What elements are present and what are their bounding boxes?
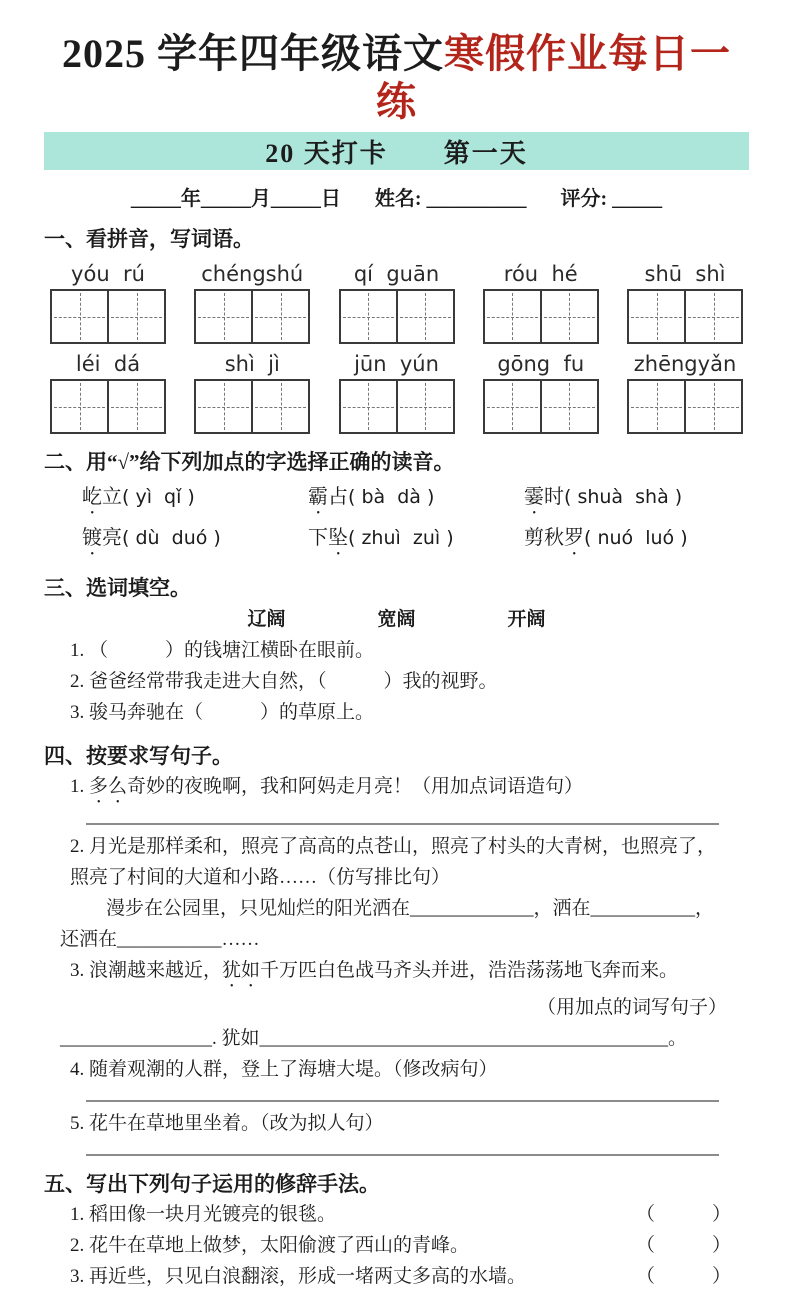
- dotted-char: 罗: [564, 527, 584, 549]
- reading-options: ( shuà shà ): [564, 486, 683, 508]
- pinyin-group: [483, 262, 599, 344]
- tianzige-box: [194, 289, 310, 344]
- pinyin-label: shū shì: [644, 262, 726, 286]
- pronunciation-item: [524, 481, 749, 519]
- sentence-question-3-blank-line: ________________. 犹如___________________________________________。: [60, 1028, 688, 1049]
- page-title: [44, 30, 749, 126]
- question-text: 3. 浪潮越来越近，: [70, 960, 223, 981]
- pinyin-label: róu hé: [503, 262, 578, 286]
- rhetoric-sentence: 2. 花牛在草地上做梦，太阳偷渡了西山的青峰。: [70, 1235, 470, 1256]
- pinyin-label: shì jì: [224, 352, 280, 376]
- tianzige-cell: [107, 291, 164, 342]
- tianzige-cell: [52, 291, 107, 342]
- question-text: 千万匹白色战马齐头并进，浩浩荡荡地飞奔而来。: [260, 960, 679, 981]
- pinyin-group: [50, 262, 166, 344]
- word-post: 亮: [102, 527, 122, 549]
- sentence-question-2-cont: 照亮了村间的大道和小路……（仿写排比句）: [70, 867, 451, 888]
- rhetoric-sentence: 1. 稻田像一块月光镀亮的银毯。: [70, 1204, 337, 1225]
- word-bank: [44, 605, 749, 635]
- pinyin-label: yóu rú: [71, 262, 145, 286]
- reading-options: ( dù duó ): [122, 527, 221, 549]
- question-text: 奇妙的夜晚啊，我和阿妈走月亮！（用加点词语造句）: [127, 776, 584, 797]
- tianzige-box: [483, 289, 599, 344]
- word-pre: 剪秋: [524, 527, 564, 549]
- tianzige-cell: [396, 381, 453, 432]
- word-bank-item: 辽阔: [247, 609, 286, 630]
- tianzige-cell: [196, 291, 251, 342]
- rhetoric-item: [44, 1199, 749, 1230]
- dotted-word: 犹如: [222, 960, 261, 981]
- answer-parentheses: （ ）: [635, 1235, 731, 1256]
- page-title-black: 2025 学年四年级语文: [62, 31, 444, 76]
- dotted-word: 多么: [89, 776, 128, 797]
- dotted-char: 镀: [82, 527, 102, 549]
- sentence-question-2-blank-line: 漫步在公园里，只见灿烂的阳光洒在_____________，洒在___________，: [106, 898, 715, 919]
- pinyin-label: chéngshú: [201, 262, 304, 286]
- section4-title: 四、按要求写句子。: [44, 744, 233, 768]
- pinyin-group: [627, 262, 743, 344]
- pinyin-group: [194, 262, 310, 344]
- tianzige-box: [339, 289, 455, 344]
- tianzige-box: [483, 379, 599, 434]
- word-post: 立: [102, 486, 122, 508]
- dotted-char: 霎: [524, 486, 544, 508]
- pinyin-label: jūn yún: [354, 352, 439, 376]
- tianzige-cell: [684, 291, 741, 342]
- pronunciation-item: [308, 481, 524, 519]
- tianzige-box: [50, 289, 166, 344]
- tianzige-box: [627, 379, 743, 434]
- word-post: 时: [544, 486, 564, 508]
- pinyin-label: léi dá: [75, 352, 141, 376]
- word-post: 占: [328, 486, 348, 508]
- section3-title: 三、选词填空。: [44, 576, 191, 600]
- dotted-char: 坠: [328, 527, 348, 549]
- day-banner: [44, 132, 749, 170]
- sentence-question-1: [44, 771, 749, 808]
- pronunciation-item: [524, 522, 749, 560]
- answer-parentheses: （ ）: [635, 1266, 731, 1287]
- answer-line: [86, 1154, 719, 1156]
- pinyin-group: [483, 352, 599, 434]
- pronunciation-item: [82, 522, 308, 560]
- day-banner-label: 20 天打卡 第一天: [265, 138, 528, 168]
- tianzige-cell: [485, 291, 540, 342]
- word-bank-item: 宽阔: [377, 609, 416, 630]
- sentence-question-5: 5. 花牛在草地里坐着。（改为拟人句）: [70, 1113, 384, 1134]
- pinyin-label: qí guān: [353, 262, 440, 286]
- pinyin-group: [194, 352, 310, 434]
- tianzige-cell: [251, 291, 308, 342]
- page-title-red: 寒假作业每日一练: [376, 31, 731, 124]
- rhetoric-item: [44, 1230, 749, 1261]
- sentence-question-2: 2. 月光是那样柔和，照亮了高高的点苍山，照亮了村头的大青树，也照亮了，: [70, 836, 717, 857]
- tianzige-box: [627, 289, 743, 344]
- tianzige-cell: [485, 381, 540, 432]
- tianzige-cell: [251, 381, 308, 432]
- tianzige-cell: [396, 291, 453, 342]
- word-bank-item: 开阔: [507, 609, 546, 630]
- question-number: 1.: [70, 776, 89, 797]
- date-blanks: _____年_____月_____日: [130, 188, 341, 210]
- pinyin-row-2: [44, 352, 749, 434]
- answer-parentheses: （ ）: [635, 1204, 731, 1225]
- dotted-char: 霸: [308, 486, 328, 508]
- section1-title: 一、看拼音，写词语。: [44, 227, 254, 251]
- tianzige-cell: [629, 291, 684, 342]
- pinyin-group: [339, 352, 455, 434]
- sentence-question-3: [44, 955, 749, 992]
- pinyin-group: [339, 262, 455, 344]
- tianzige-box: [50, 379, 166, 434]
- tianzige-cell: [341, 291, 396, 342]
- tianzige-cell: [107, 381, 164, 432]
- tianzige-cell: [540, 381, 597, 432]
- rhetoric-sentence: 3. 再近些，只见白浪翻滚，形成一堵两丈多高的水墙。: [70, 1266, 527, 1287]
- score-field-label: 评分: _____: [560, 188, 663, 210]
- reading-options: ( bà dà ): [348, 486, 435, 508]
- tianzige-box: [194, 379, 310, 434]
- tianzige-cell: [196, 381, 251, 432]
- tianzige-cell: [540, 291, 597, 342]
- dotted-char: 屹: [82, 486, 102, 508]
- tianzige-cell: [341, 381, 396, 432]
- word-pre: 下: [308, 527, 328, 549]
- pinyin-label: zhēngyǎn: [633, 352, 737, 376]
- sentence-question-2-blank-line: 还洒在___________……: [60, 929, 260, 950]
- rhetoric-item: [44, 1261, 749, 1292]
- date-name-score-row: [44, 182, 749, 211]
- tianzige-box: [339, 379, 455, 434]
- tianzige-cell: [629, 381, 684, 432]
- pronunciation-item: [308, 522, 524, 560]
- pinyin-group: [627, 352, 743, 434]
- section2-title: 二、用“√”给下列加点的字选择正确的读音。: [44, 450, 455, 474]
- sentence-question-4: 4. 随着观潮的人群，登上了海塘大堤。（修改病句）: [70, 1059, 498, 1080]
- tianzige-cell: [52, 381, 107, 432]
- pronunciation-item: [82, 481, 308, 519]
- pinyin-group: [50, 352, 166, 434]
- fill-blank-item: 1. （ ）的钱塘江横卧在眼前。: [70, 640, 375, 661]
- pinyin-label: gōng fu: [497, 352, 585, 376]
- reading-options: ( nuó luó ): [584, 527, 688, 549]
- section5-title: 五、写出下列句子运用的修辞手法。: [44, 1172, 380, 1196]
- tianzige-cell: [684, 381, 741, 432]
- question-instruction: （用加点的词写句子）: [536, 997, 727, 1018]
- answer-line: [86, 1100, 719, 1102]
- pinyin-row-1: [44, 262, 749, 344]
- section2-items: [44, 481, 749, 560]
- answer-line: [86, 823, 719, 825]
- fill-blank-item: 3. 骏马奔驰在（ ）的草原上。: [70, 702, 375, 723]
- fill-blank-item: 2. 爸爸经常带我走进大自然，（ ）我的视野。: [70, 671, 498, 692]
- name-field-label: 姓名: __________: [374, 188, 527, 210]
- reading-options: ( yì qǐ ): [122, 486, 195, 508]
- reading-options: ( zhuì zuì ): [348, 527, 454, 549]
